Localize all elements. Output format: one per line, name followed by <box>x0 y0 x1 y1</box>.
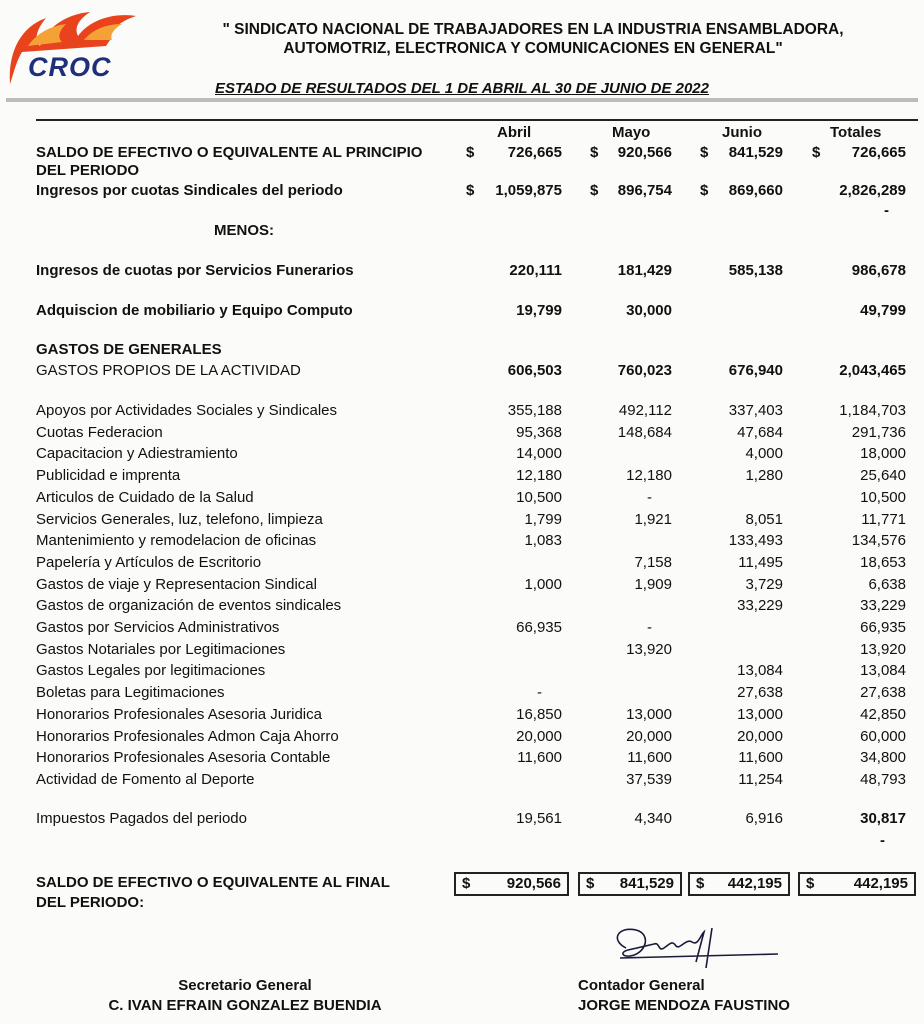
value-junio: 13,000 <box>737 706 783 723</box>
column-header-junio: Junio <box>722 124 762 141</box>
value-junio: 11,254 <box>738 771 783 788</box>
row-label: Servicios Generales, luz, telefono, limpieza <box>36 511 323 528</box>
value-abril: 1,059,875 <box>495 182 562 199</box>
closing-box-junio <box>688 872 790 896</box>
expense-row <box>0 597 924 617</box>
row-label: Articulos de Cuidado de la Salud <box>36 489 254 506</box>
currency-sign: $ <box>806 875 815 892</box>
column-header-totales: Totales <box>830 124 882 141</box>
row-label: GASTOS PROPIOS DE LA ACTIVIDAD <box>36 362 301 379</box>
expense-row <box>0 684 924 704</box>
value-junio: 8,051 <box>745 511 783 528</box>
row-label: Actividad de Fomento al Deporte <box>36 771 255 788</box>
value-abril: 920,566 <box>506 875 561 892</box>
signature-role: Contador General <box>578 977 705 994</box>
value-mayo: 11,600 <box>627 749 672 766</box>
report-title: ESTADO DE RESULTADOS DEL 1 DE ABRIL AL 30 DE JUNIO DE 2022 <box>215 80 709 97</box>
expense-row <box>0 532 924 552</box>
signature-mark <box>600 918 780 980</box>
value-total: 30,817 <box>860 810 906 827</box>
value-total: 291,736 <box>851 424 906 441</box>
signature-name: C. IVAN EFRAIN GONZALEZ BUENDIA <box>108 997 382 1014</box>
currency-sign: $ <box>696 875 705 892</box>
row-label: Honorarios Profesionales Asesoria Contable <box>36 749 331 766</box>
expense-row <box>0 576 924 596</box>
funerarios-row <box>0 262 924 282</box>
row-label: Boletas para Legitimaciones <box>36 684 225 701</box>
value-abril: 10,500 <box>516 489 562 506</box>
closing-box-total <box>798 872 916 896</box>
expense-row <box>0 402 924 422</box>
value-total: 13,084 <box>860 662 906 679</box>
dash-mark: - <box>884 202 889 219</box>
signature-role: Secretario General <box>178 977 312 994</box>
menos-row <box>0 222 924 242</box>
expense-row <box>0 771 924 791</box>
value-abril: 16,850 <box>516 706 562 723</box>
signature-contador <box>578 976 818 1016</box>
title-line-2: AUTOMOTRIZ, ELECTRONICA Y COMUNICACIONES EN GENERAL" <box>283 40 783 57</box>
row-label: Honorarios Profesionales Admon Caja Ahorro <box>36 728 339 745</box>
column-header-abril: Abril <box>497 124 532 141</box>
value-abril: 1,799 <box>524 511 562 528</box>
menos-label: MENOS: <box>214 222 274 239</box>
value-total: 49,799 <box>860 302 906 319</box>
value-junio: 20,000 <box>737 728 783 745</box>
value-junio: 27,638 <box>737 684 783 701</box>
value-total: 134,576 <box>851 532 906 549</box>
value-junio: 11,600 <box>738 749 783 766</box>
value-total: 33,229 <box>860 597 906 614</box>
row-label-cont: DEL PERIODO: <box>36 894 145 911</box>
expense-row <box>0 424 924 444</box>
row-label: SALDO DE EFECTIVO O EQUIVALENTE AL FINAL <box>36 874 390 891</box>
expense-row <box>0 749 924 769</box>
value-abril: 220,111 <box>509 262 562 279</box>
value-abril: 1,083 <box>524 532 562 549</box>
opening-balance-row <box>0 144 924 179</box>
expense-row <box>0 619 924 639</box>
value-total: 726,665 <box>851 144 906 161</box>
value-total: 442,195 <box>853 875 908 892</box>
value-mayo: 37,539 <box>626 771 672 788</box>
title-line-1: " SINDICATO NACIONAL DE TRABAJADORES EN LA INDUSTRIA ENSAMBLADORA, <box>222 21 844 38</box>
row-label: Publicidad e imprenta <box>36 467 181 484</box>
value-junio: 869,660 <box>728 182 783 199</box>
croc-logo <box>6 6 142 88</box>
expense-row <box>0 662 924 682</box>
row-label: Apoyos por Actividades Sociales y Sindicales <box>36 402 337 419</box>
row-label-cont: DEL PERIODO <box>36 162 140 179</box>
row-label: Ingresos por cuotas Sindicales del periodo <box>36 182 343 199</box>
dash-mark: - <box>880 832 885 849</box>
row-label: SALDO DE EFECTIVO O EQUIVALENTE AL PRINCIPIO <box>36 144 423 161</box>
value-total: 2,826,289 <box>839 182 906 199</box>
value-abril: 11,600 <box>517 749 562 766</box>
table-top-rule <box>36 119 918 121</box>
currency-sign: $ <box>812 144 821 161</box>
expense-row <box>0 728 924 748</box>
value-abril: 66,935 <box>516 619 562 636</box>
closing-box-abril <box>454 872 569 896</box>
currency-sign: $ <box>466 144 475 161</box>
currency-sign: $ <box>700 144 709 161</box>
value-abril: 12,180 <box>516 467 562 484</box>
closing-box-mayo <box>578 872 682 896</box>
value-abril: 1,000 <box>524 576 562 593</box>
value-junio: 47,684 <box>737 424 783 441</box>
value-mayo: 148,684 <box>617 424 672 441</box>
section-heading: GASTOS DE GENERALES <box>36 341 222 358</box>
value-total: 48,793 <box>860 771 906 788</box>
signature-secretario <box>100 976 390 1016</box>
expense-row <box>0 511 924 531</box>
value-total: 11,771 <box>861 511 906 528</box>
value-mayo: - <box>647 619 652 636</box>
value-total: 66,935 <box>860 619 906 636</box>
value-mayo: 7,158 <box>634 554 672 571</box>
row-label: Gastos de organización de eventos sindicales <box>36 597 342 614</box>
expense-row <box>0 641 924 661</box>
currency-sign: $ <box>590 182 599 199</box>
value-junio: 4,000 <box>745 445 783 462</box>
row-label: Ingresos de cuotas por Servicios Funerarios <box>36 262 354 279</box>
value-abril: 355,188 <box>507 402 562 419</box>
value-junio: 13,084 <box>737 662 783 679</box>
row-label: Honorarios Profesionales Asesoria Juridica <box>36 706 322 723</box>
row-label: Impuestos Pagados del periodo <box>36 810 247 827</box>
logo-text: CROC <box>28 52 112 82</box>
value-junio: 133,493 <box>728 532 783 549</box>
column-header-mayo: Mayo <box>612 124 651 141</box>
value-junio: 1,280 <box>745 467 783 484</box>
value-abril: 95,368 <box>516 424 562 441</box>
value-total: 27,638 <box>860 684 906 701</box>
currency-sign: $ <box>466 182 475 199</box>
value-total: 6,638 <box>868 576 906 593</box>
value-junio: 442,195 <box>727 875 782 892</box>
value-abril: 606,503 <box>507 362 562 379</box>
value-junio: 676,940 <box>728 362 783 379</box>
mobiliario-row <box>0 302 924 322</box>
row-label: Adquiscion de mobiliario y Equipo Computo <box>36 302 353 319</box>
value-mayo: 1,921 <box>634 511 672 528</box>
value-abril: 20,000 <box>516 728 562 745</box>
row-label: Capacitacion y Adiestramiento <box>36 445 238 462</box>
value-total: 25,640 <box>860 467 906 484</box>
value-junio: 585,138 <box>728 262 783 279</box>
value-abril: 726,665 <box>507 144 562 161</box>
value-mayo: 13,000 <box>626 706 672 723</box>
row-label: Gastos por Servicios Administrativos <box>36 619 280 636</box>
value-mayo: 1,909 <box>634 576 672 593</box>
value-mayo: 896,754 <box>617 182 672 199</box>
value-junio: 33,229 <box>737 597 783 614</box>
value-mayo: 30,000 <box>626 302 672 319</box>
value-total: 18,000 <box>860 445 906 462</box>
row-label: Cuotas Federacion <box>36 424 163 441</box>
organization-title <box>148 20 918 58</box>
value-junio: 6,916 <box>745 810 783 827</box>
expense-row <box>0 554 924 574</box>
value-total: 1,184,703 <box>839 402 906 419</box>
value-junio: 3,729 <box>745 576 783 593</box>
value-mayo: 181,429 <box>617 262 672 279</box>
value-mayo: 841,529 <box>619 875 674 892</box>
row-label: Gastos de viaje y Representacion Sindical <box>36 576 317 593</box>
value-mayo: 4,340 <box>634 810 672 827</box>
value-total: 18,653 <box>860 554 906 571</box>
income-row <box>0 182 924 202</box>
row-label: Mantenimiento y remodelacion de oficinas <box>36 532 317 549</box>
expense-row <box>0 706 924 726</box>
currency-sign: $ <box>700 182 709 199</box>
value-total: 60,000 <box>860 728 906 745</box>
expense-row <box>0 445 924 465</box>
gastos-generales-heading <box>0 341 924 361</box>
value-abril: 14,000 <box>516 445 562 462</box>
value-abril: 19,799 <box>516 302 562 319</box>
value-mayo: 13,920 <box>626 641 672 658</box>
value-total: 10,500 <box>860 489 906 506</box>
value-junio: 337,403 <box>728 402 783 419</box>
value-mayo: 12,180 <box>626 467 672 484</box>
value-abril: 19,561 <box>516 810 562 827</box>
row-label: Gastos Legales por legitimaciones <box>36 662 266 679</box>
row-label: Gastos Notariales por Legitimaciones <box>36 641 286 658</box>
currency-sign: $ <box>586 875 595 892</box>
value-mayo: 20,000 <box>626 728 672 745</box>
value-total: 34,800 <box>860 749 906 766</box>
impuestos-row <box>0 810 924 830</box>
value-abril: - <box>537 684 542 701</box>
value-mayo: - <box>647 489 652 506</box>
expense-row <box>0 489 924 509</box>
row-label: Papelería y Artículos de Escritorio <box>36 554 262 571</box>
value-total: 986,678 <box>851 262 906 279</box>
value-total: 2,043,465 <box>839 362 906 379</box>
header-rule <box>6 98 918 102</box>
value-mayo: 760,023 <box>617 362 672 379</box>
gastos-propios-row <box>0 362 924 382</box>
value-mayo: 920,566 <box>617 144 672 161</box>
currency-sign: $ <box>462 875 471 892</box>
value-total: 42,850 <box>860 706 906 723</box>
value-junio: 841,529 <box>728 144 783 161</box>
value-junio: 11,495 <box>738 554 783 571</box>
signature-name: JORGE MENDOZA FAUSTINO <box>578 997 790 1014</box>
value-mayo: 492,112 <box>618 402 672 419</box>
currency-sign: $ <box>590 144 599 161</box>
expense-row <box>0 467 924 487</box>
value-total: 13,920 <box>860 641 906 658</box>
